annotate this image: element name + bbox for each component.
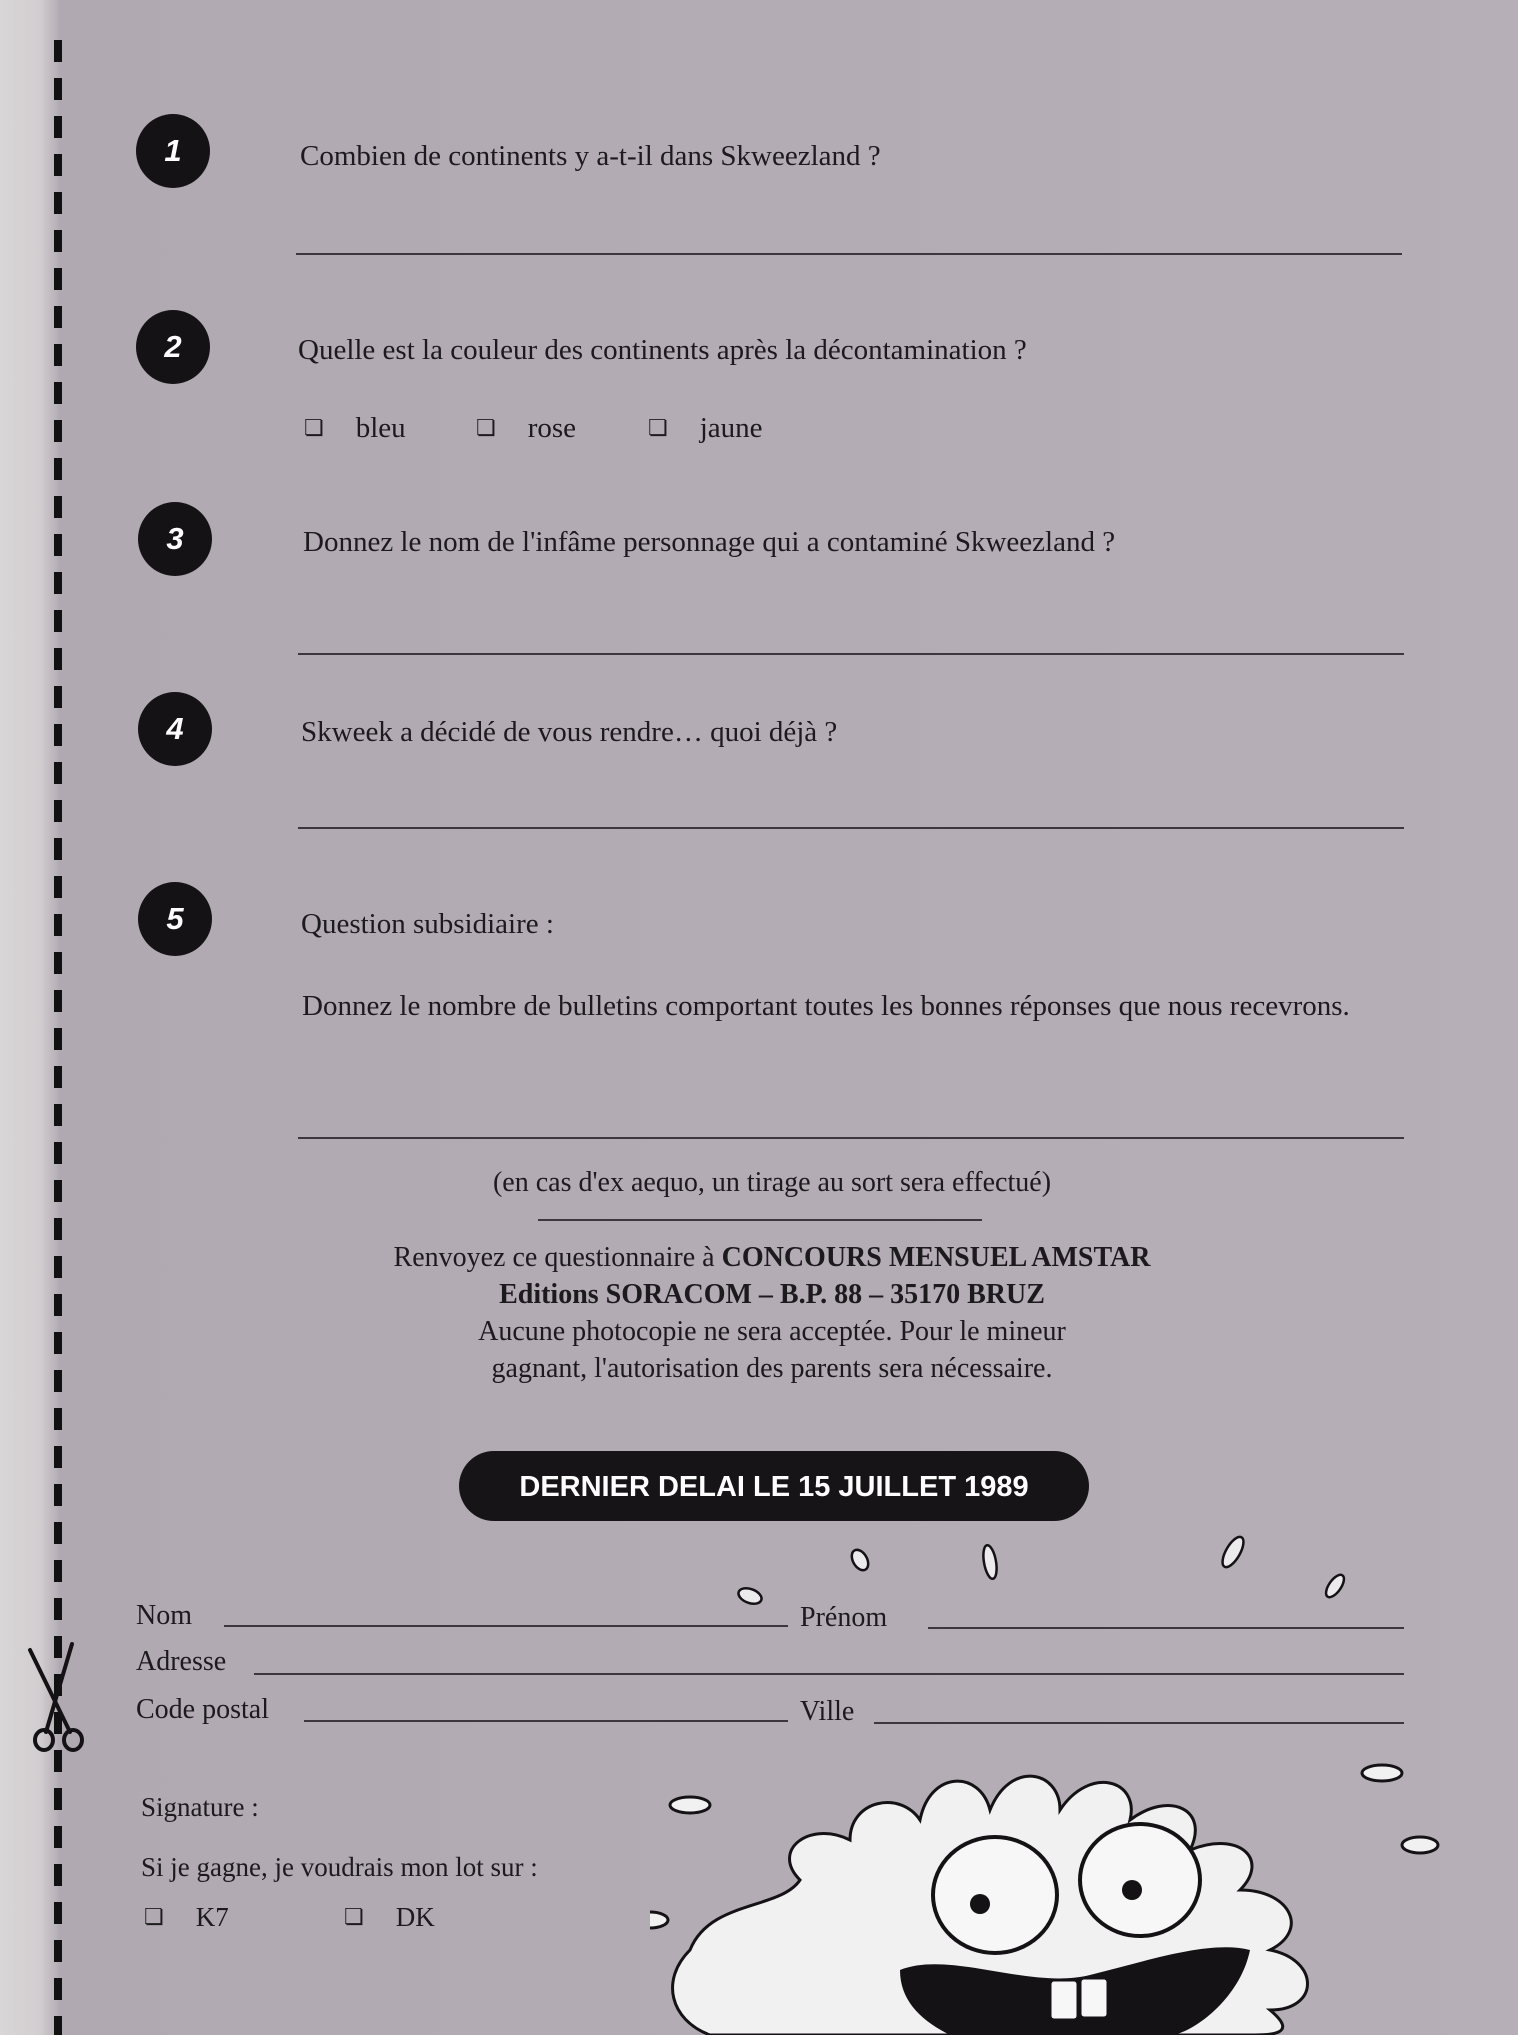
option-k7[interactable] bbox=[144, 1902, 229, 1933]
scissors-icon bbox=[26, 1640, 90, 1752]
answer-3-line[interactable] bbox=[298, 653, 1404, 655]
option-k7-label: K7 bbox=[195, 1902, 229, 1932]
publisher-address: Editions SORACOM – B.P. 88 – 35170 BRUZ bbox=[499, 1279, 1045, 1310]
divider bbox=[538, 1219, 982, 1221]
signature-label: Signature : bbox=[141, 1792, 259, 1822]
option-rose[interactable] bbox=[476, 412, 576, 445]
question-2-text: Quelle est la couleur des continents après la décontamination ? bbox=[298, 334, 1027, 366]
tie-note: (en cas d'ex aequo, un tirage au sort sera effectué) bbox=[492, 1167, 1052, 1198]
question-2-number: 2 bbox=[136, 310, 210, 384]
option-jaune-label: jaune bbox=[699, 412, 763, 444]
answer-1-line[interactable] bbox=[296, 253, 1402, 255]
contest-name: CONCOURS MENSUEL AMSTAR bbox=[721, 1242, 1151, 1273]
question-4-text: Skweek a décidé de vous rendre… quoi déjà ? bbox=[301, 716, 838, 748]
question-3-text: Donnez le nom de l'infâme personnage qui a contaminé Skweezland ? bbox=[303, 526, 1116, 558]
option-dk-label: DK bbox=[395, 1902, 435, 1932]
send-to-prefix: Renvoyez ce questionnaire à bbox=[393, 1242, 715, 1273]
option-bleu[interactable] bbox=[304, 412, 406, 445]
question-3-number: 3 bbox=[138, 502, 212, 576]
checkbox-bleu-icon[interactable]: ❏ bbox=[304, 415, 324, 440]
checkbox-k7-icon[interactable]: ❏ bbox=[144, 1904, 164, 1929]
question-5-text: Question subsidiaire : bbox=[301, 908, 554, 940]
checkbox-jaune-icon[interactable]: ❏ bbox=[648, 415, 668, 440]
question-5-number: 5 bbox=[138, 882, 212, 956]
answer-4-line[interactable] bbox=[298, 827, 1404, 829]
question-4-number: 4 bbox=[138, 692, 212, 766]
photocopy-note: Aucune photocopie ne sera acceptée. Pour le mineur bbox=[478, 1316, 1066, 1347]
skweek-mascot-icon bbox=[650, 1520, 1518, 2035]
prenom-label: Prénom bbox=[800, 1602, 888, 1633]
question-1-number: 1 bbox=[136, 114, 210, 188]
adresse-label: Adresse bbox=[136, 1646, 227, 1677]
checkbox-dk-icon[interactable]: ❏ bbox=[344, 1904, 364, 1929]
option-rose-label: rose bbox=[527, 412, 577, 444]
answer-5-line[interactable] bbox=[298, 1137, 1404, 1139]
deadline-badge: DERNIER DELAI LE 15 JUILLET 1989 bbox=[459, 1451, 1089, 1521]
option-bleu-label: bleu bbox=[355, 412, 406, 444]
prize-question: Si je gagne, je voudrais mon lot sur : bbox=[141, 1852, 538, 1882]
code-postal-label: Code postal bbox=[136, 1694, 269, 1725]
question-1-text: Combien de continents y a-t-il dans Skweezland ? bbox=[300, 140, 881, 172]
option-dk[interactable] bbox=[344, 1902, 435, 1933]
send-to-line bbox=[0, 1239, 1518, 1276]
parental-note: gagnant, l'autorisation des parents sera nécessaire. bbox=[491, 1353, 1053, 1384]
option-jaune[interactable] bbox=[648, 412, 763, 445]
ville-label: Ville bbox=[800, 1696, 855, 1727]
nom-label: Nom bbox=[136, 1600, 192, 1631]
checkbox-rose-icon[interactable]: ❏ bbox=[476, 415, 496, 440]
question-5-detail: Donnez le nombre de bulletins comportant toutes les bonnes réponses que nous recevrons. bbox=[302, 990, 1350, 1022]
